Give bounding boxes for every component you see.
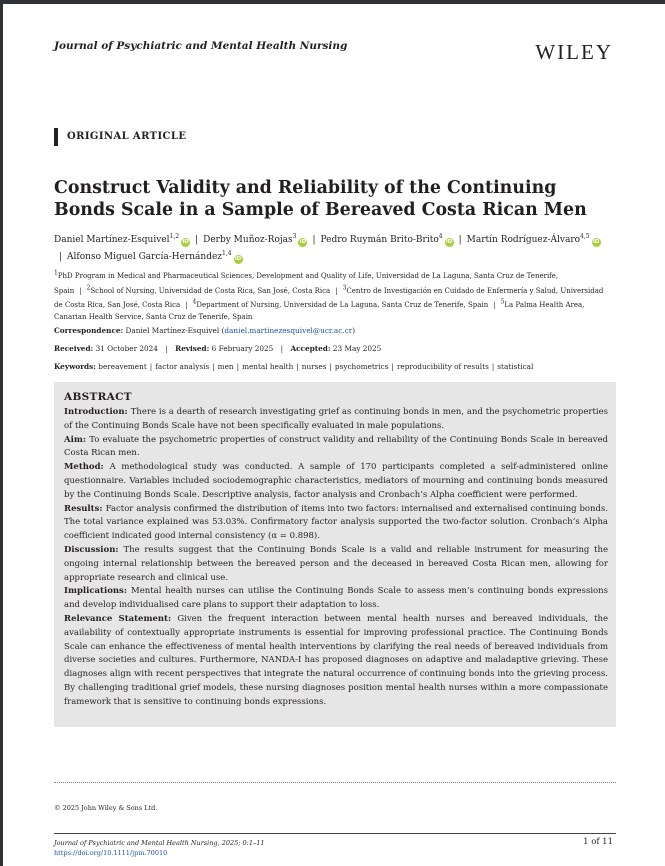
abstract-section-label: Results: [64,503,106,514]
orcid-icon[interactable]: iD [299,239,307,245]
revised-date: 6 February 2025 [211,344,274,353]
orcid-icon[interactable]: iD [445,239,453,245]
keyword: mental health [242,362,294,371]
author-separator: | [312,235,316,245]
keyword-separator: | [391,362,394,371]
keyword: men [217,362,234,371]
affiliation-separator: | [493,300,496,309]
affiliation-number: 4 [192,298,197,306]
affiliation-number: 1 [54,270,58,277]
orcid-icon[interactable]: iD [182,239,189,245]
accepted-label: Accepted: [290,344,331,353]
affiliation-text: Centro de Investigación en Cuidado de Enfermería y Salud, Universidad de Costa Rica, San José, Costa Rica [54,286,604,309]
author-separator: | [195,235,199,245]
keywords-label: Keywords: [54,362,96,371]
received-date: 31 October 2024 [95,344,158,353]
correspondence-label: Correspondence: [54,326,124,335]
abstract-section [64,406,608,434]
keyword: reproducibility of results [396,362,489,371]
correspondence-name: Daniel Martínez-Esquivel [125,326,220,335]
author-name-text: Alfonso Miguel García-Hernández [67,252,223,262]
author-name-text: Martín Rodríguez-Álvaro [466,235,581,245]
affiliation-superscript: 1,4 [222,250,232,257]
affiliation-item [192,298,489,309]
affiliation-number: 2 [86,284,91,292]
correspondence-line: Correspondence: Daniel Martínez-Esquivel (daniel.martinezesquivel@ucr.ac.cr) [54,326,356,335]
affiliation-separator: | [185,300,188,309]
affiliations [54,268,614,323]
abstract-section [64,544,608,585]
keywords-line [54,361,614,372]
abstract-section [64,461,608,502]
author-name [467,235,601,245]
copyright-notice: © 2025 John Wiley & Sons Ltd. [54,804,158,812]
abstract-section-label: Discussion: [64,544,124,555]
affiliation-superscript: 4,5 [580,233,590,240]
keyword-separator: | [212,362,215,371]
author-separator: | [458,235,462,245]
page-number: 1 of 11 [583,837,613,847]
abstract-section-label: Relevance Statement: [64,613,178,624]
author-separator: | [59,252,63,262]
abstract-section-text: Mental health nurses can utilise the Continuing Bonds Scale to assess men’s continuing bonds expressions and develop individualised care plans to support their adaptation to loss. [64,586,608,611]
keyword: psychometrics [334,362,389,371]
affiliation-separator: | [335,286,338,295]
author-name [203,235,307,245]
author-name [321,235,454,245]
keyword-separator: | [296,362,299,371]
affiliation-superscript: 1,2 [169,233,180,240]
abstract-section [64,585,608,613]
affiliation-text: School of Nursing, Universidad de Costa Rica, San José, Costa Rica [90,286,331,295]
article-title: Construct Validity and Reliability of the Continuing Bonds Scale in a Sample of Bereaved Costa Rican Men [54,178,587,220]
abstract-section-text: There is a dearth of research investigating grief as continuing bonds in men, and the psychometric properties of the Continuing Bonds Scale have not been specifically evaluated in male populations. [64,407,608,431]
keyword: nurses [301,362,327,371]
author-list [54,230,614,264]
article-type-label: ORIGINAL ARTICLE [54,128,186,146]
abstract-section-text: Given the frequent interaction between mental health nurses and bereaved individuals, the availability of contextually appropriate instruments is essential for improving professional practice. The Continuing Bonds Scale can enhance the effectiveness of mental health interventions by clarifying the real needs of bereaved individuals from diverse societies and cultures. Furthermore, NANDA-I has proposed diagnoses on adaptive and maladaptive grieving. These diagnoses align with recent perspectives that integrate the natural occurrence of continuing bonds into the grieving process. By challenging traditional grief models, these nursing diagnoses position mental health nurses within a more compassionate framework that is sensitive to continuing bonds expressions. [64,613,608,707]
keyword: factor analysis [155,362,210,371]
author-name-text: Daniel Martínez-Esquivel [54,235,170,245]
correspondence-email-link[interactable]: daniel.martinezesquivel@ucr.ac.cr [224,326,353,335]
footer-citation-block [54,838,265,858]
keyword-separator: | [329,362,332,371]
abstract-section-label: Introduction: [64,407,131,417]
affiliation-text: La Palma Health Area, Canarian Health Service, Santa Cruz de Tenerife, Spain [54,300,585,321]
publisher-logo: WILEY [535,40,613,64]
affiliation-text: PhD Program in Medical and Pharmaceutical Sciences, Development and Quality of Life, Universidad de La Laguna, Santa Cruz de Tenerife, Spain [54,272,559,295]
abstract-box [54,382,616,727]
abstract-section-label: Implications: [64,586,132,597]
affiliation-superscript: 4 [438,233,443,240]
accepted-date: 23 May 2025 [332,344,382,353]
abstract-section [64,613,608,710]
keyword: statistical [497,362,534,371]
abstract-section-label: Method: [64,462,110,473]
affiliation-separator: | [79,286,82,295]
received-label: Received: [54,344,94,353]
footer-rule [54,833,616,834]
footer-divider [54,782,616,783]
abstract-section [64,503,608,544]
affiliation-text: Department of Nursing, Universidad de La Laguna, Santa Cruz de Tenerife, Spain [196,300,489,309]
footer-citation: Journal of Psychiatric and Mental Health Nursing, 2025; 0:1–11 [54,839,265,847]
author-name-text: Derby Muñoz-Rojas [203,235,293,245]
author-name [54,235,190,245]
doi-link[interactable]: https://doi.org/10.1111/jpm.70010 [54,849,168,857]
affiliation-item [86,284,331,295]
affiliation-superscript: 3 [292,233,297,240]
orcid-icon[interactable]: iD [592,239,600,245]
abstract-heading: ABSTRACT [64,391,132,403]
orcid-icon[interactable]: iD [234,256,242,262]
keyword-separator: | [236,362,240,371]
dates-line: Received: 31 October 2024 | Revised: 6 February 2025 | Accepted: 23 May 2025 [54,344,382,353]
keyword-separator: | [491,362,495,371]
abstract-section-text: The results suggest that the Continuing Bonds Scale is a valid and reliable instrument for measuring the ongoing internal relationship between the bereaved person and the deceased in bereaved Costa Rican men, allowing for appropriate research and clinical use. [64,544,608,583]
author-name [67,252,243,262]
abstract-section-text: A methodological study was conducted. A sample of 170 participants completed a self-administered online questionnaire. Variables included sociodemographic characteristics, mediators of mourning and continuing bonds measured by the Continuing Bonds Scale. Descriptive analysis, factor analysis and Cronbach’s Alpha coefficient were performed. [64,462,608,500]
author-name-text: Pedro Ruymán Brito-Brito [320,235,439,245]
keywords-list [98,362,533,371]
abstract-section-text: To evaluate the psychometric properties of construct validity and reliability of the Continuing Bonds Scale in bereaved Costa Rican men. [64,434,608,459]
abstract-section-text: Factor analysis confirmed the distribution of items into two factors: internalised and externalised continuing bonds. The total variance explained was 53.03%. Confirmatory factor analysis supported the two-factor solution. Cronbach’s Alpha coefficient indicated good internal consistency (α = 0.898). [64,503,608,542]
journal-name: Journal of Psychiatric and Mental Health Nursing [54,40,348,52]
revised-label: Revised: [175,344,210,353]
affiliation-number: 3 [342,284,347,292]
abstract-section-label: Aim: [64,434,90,445]
affiliation-number: 5 [500,298,505,306]
keyword-separator: | [149,362,153,371]
abstract-body [64,406,608,710]
abstract-section [64,434,608,462]
keyword: bereavement [98,362,147,371]
